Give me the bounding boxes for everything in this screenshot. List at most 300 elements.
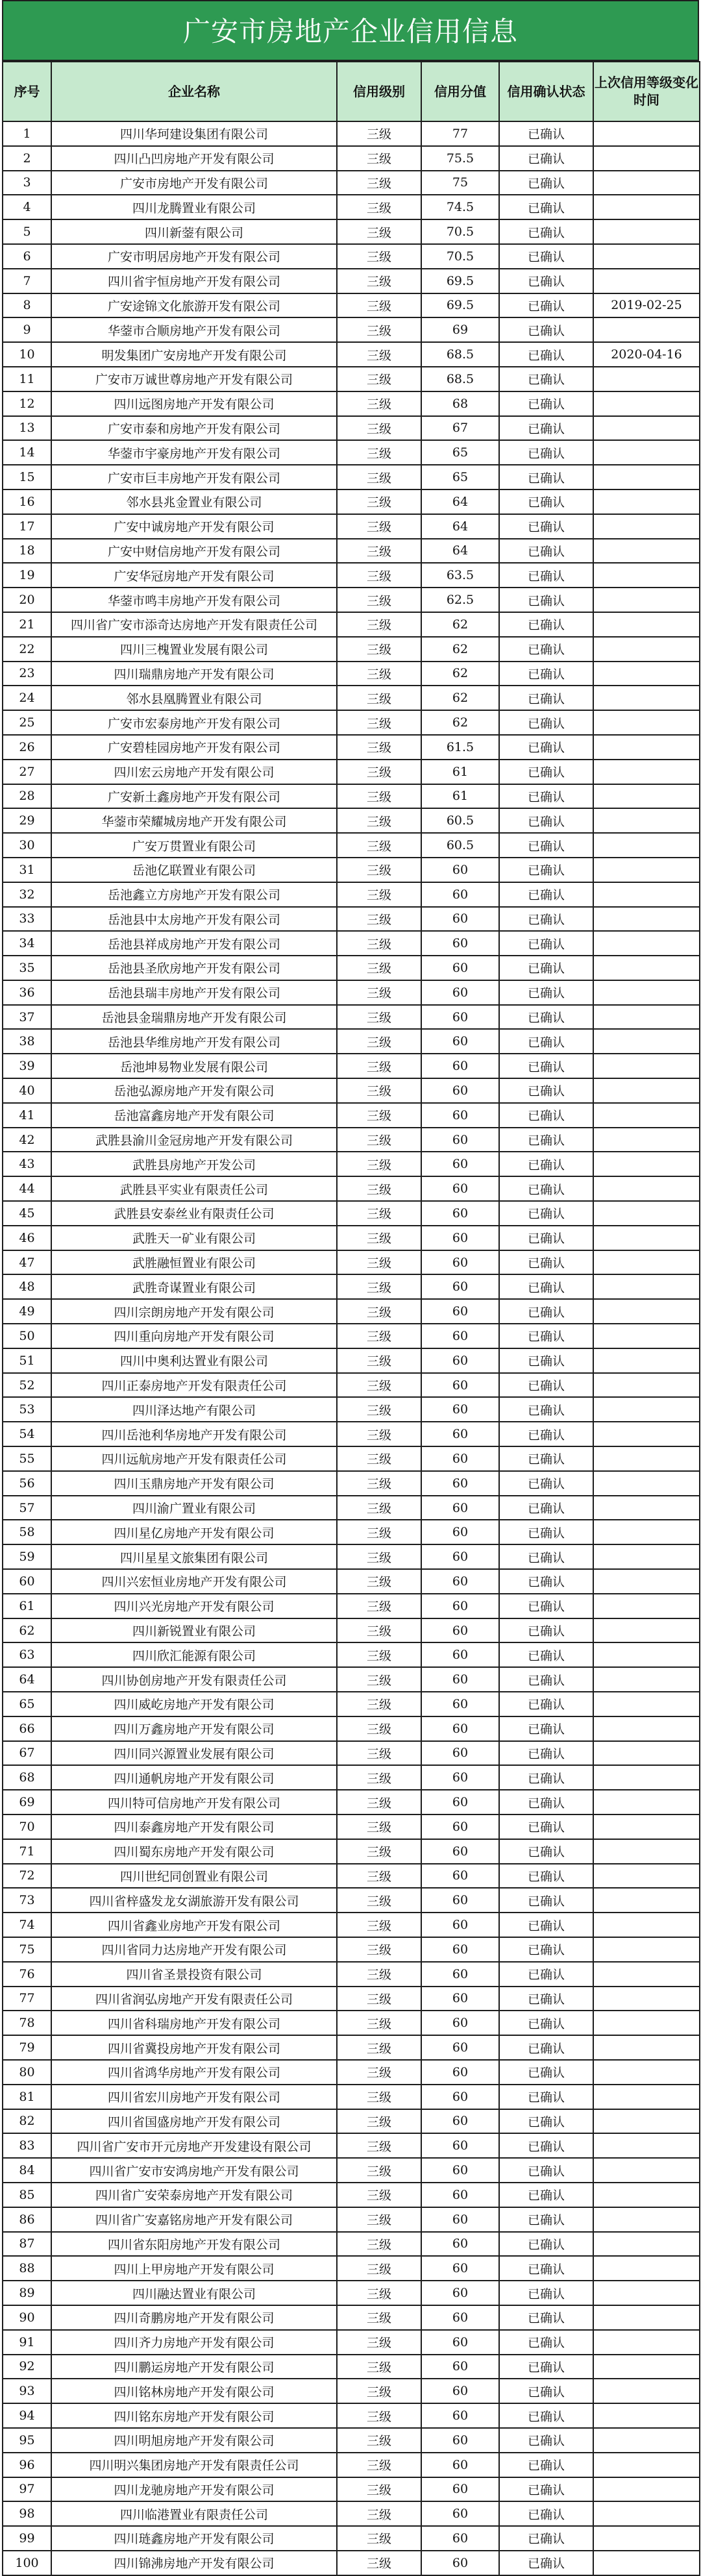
- last-change-date: [593, 1446, 700, 1471]
- row-number: 97: [3, 2477, 51, 2502]
- row-number: 69: [3, 1790, 51, 1814]
- company-name: 四川通帆房地产开发有限公司: [51, 1765, 337, 1790]
- credit-level: 三级: [337, 1913, 421, 1937]
- confirm-status: 已确认: [499, 2477, 593, 2502]
- row-number: 33: [3, 907, 51, 932]
- last-change-date: [593, 1226, 700, 1250]
- table-row: [3, 2281, 700, 2305]
- last-change-date: [593, 1103, 700, 1128]
- row-number: 25: [3, 710, 51, 735]
- row-number: 88: [3, 2256, 51, 2281]
- confirm-status: 已确认: [499, 637, 593, 662]
- credit-score: 68: [421, 391, 499, 416]
- credit-level: 三级: [337, 1128, 421, 1152]
- credit-level: 三级: [337, 1692, 421, 1716]
- row-number: 43: [3, 1152, 51, 1176]
- table-row: [3, 2183, 700, 2207]
- company-name: 四川欣汇能源有限公司: [51, 1642, 337, 1667]
- confirm-status: 已确认: [499, 1324, 593, 1348]
- table-row: [3, 588, 700, 612]
- row-number: 95: [3, 2428, 51, 2453]
- row-number: 19: [3, 563, 51, 588]
- confirm-status: 已确认: [499, 219, 593, 244]
- last-change-date: [593, 563, 700, 588]
- company-name: 四川泽达地产有限公司: [51, 1397, 337, 1422]
- credit-level: 三级: [337, 2330, 421, 2355]
- company-name: 岳池县瑞丰房地产开发有限公司: [51, 980, 337, 1005]
- credit-level: 三级: [337, 1103, 421, 1128]
- company-name: 四川凸凹房地产开发有限公司: [51, 146, 337, 171]
- credit-score: 60: [421, 1913, 499, 1937]
- confirm-status: 已确认: [499, 1692, 593, 1716]
- credit-level: 三级: [337, 1520, 421, 1544]
- company-name: 四川铭林房地产开发有限公司: [51, 2379, 337, 2403]
- table-row: [3, 2207, 700, 2232]
- confirm-status: 已确认: [499, 121, 593, 146]
- credit-score: 65: [421, 465, 499, 489]
- credit-level: 三级: [337, 1299, 421, 1324]
- table-row: [3, 1054, 700, 1078]
- table-row: [3, 121, 700, 146]
- credit-score: 60: [421, 1667, 499, 1692]
- credit-score: 60: [421, 2477, 499, 2502]
- company-name: 四川省冀投房地产开发有限公司: [51, 2035, 337, 2060]
- last-change-date: [593, 1864, 700, 1889]
- row-number: 8: [3, 293, 51, 318]
- last-change-date: [593, 1618, 700, 1643]
- credit-score: 68.5: [421, 342, 499, 367]
- table-body: [3, 121, 700, 2575]
- confirm-status: 已确认: [499, 1054, 593, 1078]
- table-row: [3, 1888, 700, 1913]
- last-change-date: [593, 907, 700, 932]
- row-number: 65: [3, 1692, 51, 1716]
- table-row: [3, 1520, 700, 1544]
- header-date: 上次信用等级变化时间: [593, 62, 700, 121]
- last-change-date: [593, 416, 700, 441]
- company-name: 广安市泰和房地产开发有限公司: [51, 416, 337, 441]
- credit-table-sheet: [2, 0, 699, 2576]
- last-change-date: [593, 1152, 700, 1176]
- table-row: [3, 2011, 700, 2035]
- confirm-status: 已确认: [499, 1005, 593, 1030]
- table-row: [3, 1692, 700, 1716]
- company-name: 岳池县华维房地产开发有限公司: [51, 1029, 337, 1054]
- row-number: 21: [3, 612, 51, 637]
- table-row: [3, 2428, 700, 2453]
- company-name: 四川世纪同创置业有限公司: [51, 1864, 337, 1889]
- row-number: 39: [3, 1054, 51, 1078]
- last-change-date: [593, 195, 700, 219]
- row-number: 81: [3, 2085, 51, 2109]
- last-change-date: [593, 2256, 700, 2281]
- company-name: 广安万贯置业有限公司: [51, 833, 337, 858]
- credit-score: 60: [421, 1618, 499, 1643]
- last-change-date: [593, 1814, 700, 1839]
- credit-level: 三级: [337, 1324, 421, 1348]
- last-change-date: [593, 1741, 700, 1766]
- credit-level: 三级: [337, 2183, 421, 2207]
- row-number: 99: [3, 2526, 51, 2551]
- credit-score: 61: [421, 760, 499, 784]
- credit-score: 60: [421, 1569, 499, 1594]
- table-row: [3, 1324, 700, 1348]
- last-change-date: [593, 1029, 700, 1054]
- last-change-date: [593, 2453, 700, 2477]
- confirm-status: 已确认: [499, 2035, 593, 2060]
- company-name: 四川省广安嘉铭房地产开发有限公司: [51, 2207, 337, 2232]
- confirm-status: 已确认: [499, 1274, 593, 1299]
- table-row: [3, 2305, 700, 2330]
- last-change-date: [593, 1274, 700, 1299]
- row-number: 84: [3, 2158, 51, 2183]
- credit-level: 三级: [337, 1642, 421, 1667]
- row-number: 40: [3, 1078, 51, 1103]
- credit-level: 三级: [337, 1544, 421, 1569]
- company-name: 岳池县金瑞鼎房地产开发有限公司: [51, 1005, 337, 1030]
- last-change-date: [593, 686, 700, 710]
- confirm-status: 已确认: [499, 367, 593, 391]
- last-change-date: [593, 1790, 700, 1814]
- row-number: 29: [3, 808, 51, 833]
- credit-level: 三级: [337, 1888, 421, 1913]
- company-name: 广安市宏泰房地产开发有限公司: [51, 710, 337, 735]
- confirm-status: 已确认: [499, 1667, 593, 1692]
- credit-score: 60: [421, 1176, 499, 1201]
- company-name: 岳池县圣欣房地产开发有限公司: [51, 956, 337, 980]
- row-number: 45: [3, 1201, 51, 1226]
- credit-level: 三级: [337, 1152, 421, 1176]
- confirm-status: 已确认: [499, 1864, 593, 1889]
- credit-score: 63.5: [421, 563, 499, 588]
- table-row: [3, 1274, 700, 1299]
- last-change-date: [593, 710, 700, 735]
- table-row: [3, 489, 700, 514]
- row-number: 11: [3, 367, 51, 391]
- table-row: [3, 1814, 700, 1839]
- credit-score: 75.5: [421, 146, 499, 171]
- table-row: [3, 710, 700, 735]
- credit-score: 60: [421, 1078, 499, 1103]
- row-number: 98: [3, 2501, 51, 2526]
- confirm-status: 已确认: [499, 2428, 593, 2453]
- credit-level: 三级: [337, 1422, 421, 1446]
- row-number: 14: [3, 440, 51, 465]
- credit-score: 60: [421, 2256, 499, 2281]
- table-row: [3, 342, 700, 367]
- company-name: 四川锦沸房地产开发有限公司: [51, 2551, 337, 2575]
- credit-level: 三级: [337, 588, 421, 612]
- credit-level: 三级: [337, 760, 421, 784]
- credit-level: 三级: [337, 612, 421, 637]
- last-change-date: [593, 1250, 700, 1275]
- row-number: 18: [3, 539, 51, 564]
- credit-score: 60: [421, 2281, 499, 2305]
- credit-level: 三级: [337, 121, 421, 146]
- confirm-status: 已确认: [499, 784, 593, 809]
- credit-score: 60: [421, 1128, 499, 1152]
- confirm-status: 已确认: [499, 2526, 593, 2551]
- confirm-status: 已确认: [499, 1496, 593, 1520]
- last-change-date: [593, 2355, 700, 2379]
- company-name: 四川同兴源置业发展有限公司: [51, 1741, 337, 1766]
- credit-level: 三级: [337, 1029, 421, 1054]
- confirm-status: 已确认: [499, 2207, 593, 2232]
- confirm-status: 已确认: [499, 980, 593, 1005]
- table-row: [3, 1201, 700, 1226]
- company-name: 武胜天一矿业有限公司: [51, 1226, 337, 1250]
- company-name: 四川明兴集团房地产开发有限责任公司: [51, 2453, 337, 2477]
- table-row: [3, 1544, 700, 1569]
- row-number: 64: [3, 1667, 51, 1692]
- credit-score: 60: [421, 1864, 499, 1889]
- credit-score: 60: [421, 1226, 499, 1250]
- confirm-status: 已确认: [499, 2281, 593, 2305]
- company-name: 岳池弘源房地产开发有限公司: [51, 1078, 337, 1103]
- table-row: [3, 219, 700, 244]
- row-number: 60: [3, 1569, 51, 1594]
- last-change-date: [593, 465, 700, 489]
- confirm-status: 已确认: [499, 2305, 593, 2330]
- last-change-date: [593, 931, 700, 956]
- company-name: 四川奇鹏房地产开发有限公司: [51, 2305, 337, 2330]
- company-name: 四川新蓥有限公司: [51, 219, 337, 244]
- row-number: 74: [3, 1913, 51, 1937]
- credit-score: 60: [421, 1201, 499, 1226]
- last-change-date: [593, 2379, 700, 2403]
- row-number: 59: [3, 1544, 51, 1569]
- company-name: 四川鹏运房地产开发有限公司: [51, 2355, 337, 2379]
- last-change-date: [593, 735, 700, 760]
- credit-score: 60: [421, 2035, 499, 2060]
- row-number: 23: [3, 662, 51, 686]
- row-number: 62: [3, 1618, 51, 1643]
- company-name: 四川琏鑫房地产开发有限公司: [51, 2526, 337, 2551]
- last-change-date: [593, 2085, 700, 2109]
- row-number: 80: [3, 2060, 51, 2085]
- credit-level: 三级: [337, 2158, 421, 2183]
- last-change-date: [593, 219, 700, 244]
- credit-score: 75: [421, 171, 499, 195]
- credit-level: 三级: [337, 1397, 421, 1422]
- confirm-status: 已确认: [499, 1618, 593, 1643]
- row-number: 37: [3, 1005, 51, 1030]
- credit-score: 77: [421, 121, 499, 146]
- company-name: 岳池县祥成房地产开发有限公司: [51, 931, 337, 956]
- table-row: [3, 195, 700, 219]
- last-change-date: [593, 2158, 700, 2183]
- last-change-date: [593, 2207, 700, 2232]
- credit-level: 三级: [337, 1962, 421, 1987]
- credit-level: 三级: [337, 2477, 421, 2502]
- credit-score: 65: [421, 440, 499, 465]
- row-number: 34: [3, 931, 51, 956]
- table-row: [3, 1716, 700, 1741]
- company-name: 武胜县安泰丝业有限责任公司: [51, 1201, 337, 1226]
- credit-score: 60: [421, 980, 499, 1005]
- credit-score: 60: [421, 1274, 499, 1299]
- credit-score: 62: [421, 662, 499, 686]
- row-number: 15: [3, 465, 51, 489]
- company-name: 四川临港置业有限责任公司: [51, 2501, 337, 2526]
- company-name: 武胜融恒置业有限公司: [51, 1250, 337, 1275]
- confirm-status: 已确认: [499, 1152, 593, 1176]
- credit-score: 60: [421, 2109, 499, 2134]
- last-change-date: [593, 1594, 700, 1618]
- credit-score: 60: [421, 1814, 499, 1839]
- credit-score: 60: [421, 2133, 499, 2158]
- credit-level: 三级: [337, 367, 421, 391]
- credit-score: 60: [421, 1765, 499, 1790]
- confirm-status: 已确认: [499, 2158, 593, 2183]
- table-row: [3, 1128, 700, 1152]
- credit-score: 70.5: [421, 219, 499, 244]
- confirm-status: 已确认: [499, 858, 593, 882]
- confirm-status: 已确认: [499, 1839, 593, 1864]
- last-change-date: [593, 2011, 700, 2035]
- table-row: [3, 1250, 700, 1275]
- company-name: 四川重向房地产开发有限公司: [51, 1324, 337, 1348]
- confirm-status: 已确认: [499, 882, 593, 907]
- table-row: [3, 416, 700, 441]
- company-name: 四川三槐置业发展有限公司: [51, 637, 337, 662]
- table-row: [3, 465, 700, 489]
- credit-score: 60: [421, 858, 499, 882]
- credit-level: 三级: [337, 1594, 421, 1618]
- credit-score: 60: [421, 2428, 499, 2453]
- credit-score: 64: [421, 514, 499, 539]
- last-change-date: [593, 1520, 700, 1544]
- row-number: 61: [3, 1594, 51, 1618]
- row-number: 9: [3, 317, 51, 342]
- credit-score: 60: [421, 2501, 499, 2526]
- company-name: 广安新土鑫房地产开发有限公司: [51, 784, 337, 809]
- row-number: 49: [3, 1299, 51, 1324]
- header-name: 企业名称: [51, 62, 337, 121]
- credit-score: 64: [421, 539, 499, 564]
- credit-score: 62.5: [421, 588, 499, 612]
- confirm-status: 已确认: [499, 2453, 593, 2477]
- company-name: 四川省圣景投资有限公司: [51, 1962, 337, 1987]
- table-row: [3, 1839, 700, 1864]
- table-row: [3, 1005, 700, 1030]
- row-number: 1: [3, 121, 51, 146]
- last-change-date: [593, 808, 700, 833]
- credit-score: 60: [421, 2526, 499, 2551]
- company-name: 四川正泰房地产开发有限责任公司: [51, 1373, 337, 1398]
- last-change-date: [593, 1642, 700, 1667]
- credit-score: 60: [421, 2011, 499, 2035]
- company-name: 四川省广安荣泰房地产开发有限公司: [51, 2183, 337, 2207]
- row-number: 55: [3, 1446, 51, 1471]
- credit-score: 60: [421, 1250, 499, 1275]
- table-row: [3, 1937, 700, 1962]
- credit-level: 三级: [337, 146, 421, 171]
- row-number: 73: [3, 1888, 51, 1913]
- credit-level: 三级: [337, 2035, 421, 2060]
- confirm-status: 已确认: [499, 1397, 593, 1422]
- table-row: [3, 2232, 700, 2257]
- credit-level: 三级: [337, 858, 421, 882]
- credit-level: 三级: [337, 293, 421, 318]
- row-number: 66: [3, 1716, 51, 1741]
- last-change-date: [593, 833, 700, 858]
- credit-score: 60.5: [421, 833, 499, 858]
- confirm-status: 已确认: [499, 662, 593, 686]
- company-name: 四川远图房地产开发有限公司: [51, 391, 337, 416]
- credit-level: 三级: [337, 539, 421, 564]
- last-change-date: [593, 2133, 700, 2158]
- credit-score: 60: [421, 2060, 499, 2085]
- confirm-status: 已确认: [499, 1128, 593, 1152]
- credit-level: 三级: [337, 2551, 421, 2575]
- company-name: 岳池县中太房地产开发有限公司: [51, 907, 337, 932]
- row-number: 31: [3, 858, 51, 882]
- credit-score: 62: [421, 710, 499, 735]
- table-row: [3, 2477, 700, 2502]
- row-number: 46: [3, 1226, 51, 1250]
- confirm-status: 已确认: [499, 293, 593, 318]
- credit-score: 60: [421, 2330, 499, 2355]
- last-change-date: [593, 514, 700, 539]
- credit-level: 三级: [337, 2011, 421, 2035]
- credit-level: 三级: [337, 2232, 421, 2257]
- credit-level: 三级: [337, 833, 421, 858]
- company-name: 四川瑞鼎房地产开发有限公司: [51, 662, 337, 686]
- company-name: 四川万鑫房地产开发有限公司: [51, 1716, 337, 1741]
- row-number: 93: [3, 2379, 51, 2403]
- last-change-date: 2020-04-16: [593, 342, 700, 367]
- last-change-date: [593, 1765, 700, 1790]
- row-number: 12: [3, 391, 51, 416]
- company-name: 四川远航房地产开发有限责任公司: [51, 1446, 337, 1471]
- table-row: [3, 2158, 700, 2183]
- confirm-status: 已确认: [499, 1201, 593, 1226]
- company-name: 四川兴光房地产开发有限公司: [51, 1594, 337, 1618]
- company-name: 四川渝广置业有限公司: [51, 1496, 337, 1520]
- last-change-date: [593, 1054, 700, 1078]
- credit-level: 三级: [337, 244, 421, 269]
- row-number: 30: [3, 833, 51, 858]
- company-name: 四川威屹房地产开发有限公司: [51, 1692, 337, 1716]
- confirm-status: 已确认: [499, 760, 593, 784]
- company-name: 四川岳池利华房地产开发有限公司: [51, 1422, 337, 1446]
- table-row: [3, 808, 700, 833]
- credit-score: 69: [421, 317, 499, 342]
- confirm-status: 已确认: [499, 1373, 593, 1398]
- last-change-date: [593, 1888, 700, 1913]
- credit-level: 三级: [337, 465, 421, 489]
- credit-level: 三级: [337, 1716, 421, 1741]
- confirm-status: 已确认: [499, 2085, 593, 2109]
- table-row: [3, 2551, 700, 2575]
- row-number: 50: [3, 1324, 51, 1348]
- confirm-status: 已确认: [499, 1642, 593, 1667]
- row-number: 89: [3, 2281, 51, 2305]
- table-row: [3, 1446, 700, 1471]
- confirm-status: 已确认: [499, 1348, 593, 1373]
- row-number: 20: [3, 588, 51, 612]
- credit-level: 三级: [337, 662, 421, 686]
- credit-score: 60: [421, 1692, 499, 1716]
- credit-level: 三级: [337, 1471, 421, 1496]
- company-name: 华蓥市宇豪房地产开发有限公司: [51, 440, 337, 465]
- credit-level: 三级: [337, 2379, 421, 2403]
- credit-score: 60: [421, 1373, 499, 1398]
- last-change-date: 2019-02-25: [593, 293, 700, 318]
- company-name: 四川新锐置业有限公司: [51, 1618, 337, 1643]
- credit-level: 三级: [337, 171, 421, 195]
